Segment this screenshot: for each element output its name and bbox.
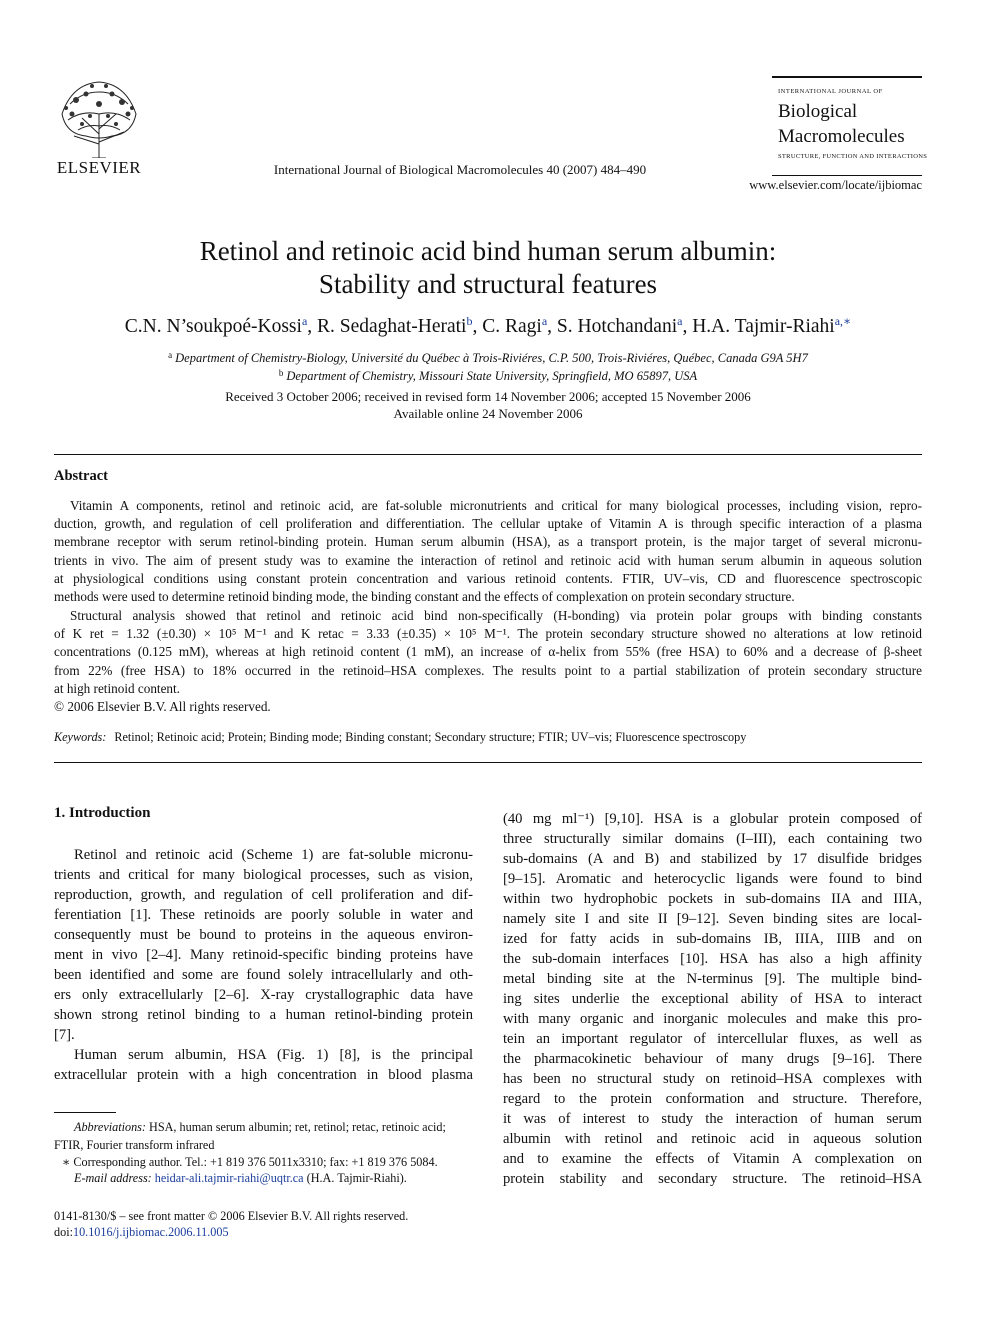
body-line: it was of interest to study the interaction of human serum: [503, 1111, 922, 1127]
body-line: Human serum albumin, HSA (Fig. 1) [8], is the principal: [74, 1047, 473, 1063]
abstract-line: of K ret = 1.32 (±0.30) × 10⁵ M⁻¹ and K retac = 3.33 (±0.35) × 10⁵ M⁻¹. The protein secondary structure showed no alterations at low retinoid: [54, 626, 922, 641]
body-line: consequently must be bound to proteins in the aqueous environ-: [54, 927, 473, 943]
abstract-line: Structural analysis showed that retinol and retinoic acid bind non-specifically (H-bonding) via protein polar groups with binding constants: [70, 608, 922, 623]
email-label: E-mail address:: [74, 1171, 152, 1185]
body-line: (40 mg ml⁻¹) [9,10]. HSA is a globular protein composed of: [503, 811, 922, 827]
abstract-line: membrane receptor with serum retinol-binding protein. Human serum albumin (HSA), as a transport protein, is the major target of several micronu-: [54, 534, 922, 549]
body-line: with many organic and inorganic molecules and make this pro-: [503, 1011, 922, 1027]
email-link[interactable]: heidar-ali.tajmir-riahi@uqtr.ca: [154, 1171, 304, 1185]
journal-masthead-small: INTERNATIONAL JOURNAL OF: [778, 88, 883, 95]
article-title-line-1: Retinol and retinoic acid bind human serum albumin:: [199, 236, 777, 266]
copyright-line: © 2006 Elsevier B.V. All rights reserved.: [54, 699, 271, 714]
body-line: ferentiation [1]. These retinoids are poorly soluble in water and: [54, 907, 473, 923]
doi-link[interactable]: 10.1016/j.ijbiomac.2006.11.005: [72, 1225, 229, 1239]
abbreviations-label: Abbreviations:: [74, 1120, 146, 1134]
body-line: [9–15]. Aromatic and heterocyclic ligands were found to bind: [503, 871, 922, 887]
body-line: extracellular protein with a high concentration in blood plasma: [54, 1067, 473, 1083]
body-line: ment in vivo [2–4]. Many retinoid-specific binding proteins have: [54, 947, 473, 963]
body-line: the pharmacokinetic behaviour of many drugs [9–16]. There: [503, 1051, 922, 1067]
body-line: Retinol and retinoic acid (Scheme 1) are fat-soluble micronu-: [74, 847, 473, 863]
body-line: ing sites underlie the exceptional ability of HSA to interact: [503, 991, 922, 1007]
keywords-text: Retinol; Retinoic acid; Protein; Binding mode; Binding constant; Secondary structure; FTIR; UV–vis; Fluorescence spectroscopy: [114, 730, 747, 744]
affiliation-mark: a: [168, 350, 173, 360]
article-title-line-2: Stability and structural features: [318, 269, 658, 299]
footnote-divider: [54, 1112, 116, 1113]
body-line: tein an important regulator of intercellular fluxes, as well as: [503, 1031, 922, 1047]
corresponding-author-footnote: [54, 1154, 473, 1170]
author-name: S. Hotchandani: [556, 316, 678, 337]
publisher-name: ELSEVIER: [56, 158, 142, 177]
abbreviations-footnote-cont: FTIR, Fourier transform infrared: [54, 1138, 215, 1152]
body-line: three structurally similar domains (I–III), each containing two: [503, 831, 922, 847]
divider: [54, 762, 922, 763]
issn-line: 0141-8130/$ – see front matter © 2006 Elsevier B.V. All rights reserved.: [54, 1209, 409, 1223]
body-line: and to examine the effects of Vitamin A complexation on: [503, 1151, 922, 1167]
body-line: metal binding site at the N-terminus [9]. The multiple bind-: [503, 971, 922, 987]
abbreviations-footnote: [54, 1119, 473, 1135]
abstract-line: from 22% (free HSA) to 18% occurred in the retinoid–HSA complexes. The results point to a partial stabilization of protein secondary structure: [54, 663, 922, 678]
journal-masthead-subtitle: STRUCTURE, FUNCTION AND INTERACTIONS: [778, 153, 928, 160]
affiliation-a: [40, 350, 936, 366]
body-line: protein stability and secondary structure. The retinoid–HSA: [503, 1171, 922, 1187]
author-name: C. Ragi: [482, 316, 542, 337]
footnote-mark: ∗: [62, 1155, 71, 1169]
journal-url-link[interactable]: www.elsevier.com/locate/ijbiomac: [749, 178, 922, 192]
abstract-line: duction, growth, and regulation of cell proliferation and differentiation. The cellular uptake of Vitamin A is through specific interaction of a plasma: [54, 516, 922, 531]
abbreviations-text: HSA, human serum albumin; ret, retinol; retac, retinoic acid;: [149, 1120, 446, 1134]
affiliation-mark: b: [278, 368, 284, 378]
section-heading: 1. Introduction: [54, 805, 151, 821]
body-line: been identified and some are found solely intracellularly and oth-: [54, 967, 473, 983]
abstract-line: concentrations (0.125 mM), whereas at high retinoid content (1 mM), an increase of α-helix from 55% (free HSA) to 60% and a decrease of β-sheet: [54, 644, 922, 659]
keywords-label: Keywords:: [54, 730, 107, 744]
body-line: the sub-domain interfaces [10]. HSA has also a high affinity: [503, 951, 922, 967]
body-line: sub-domains (A and B) and stabilized by 17 disulfide bridges: [503, 851, 922, 867]
author-affiliation-link[interactable]: a,∗: [834, 314, 852, 328]
doi-line: [54, 1225, 229, 1240]
body-line: reproduction, growth, and regulation of cell proliferation and dif-: [54, 887, 473, 903]
abstract-line: Vitamin A components, retinol and retinoic acid, are fat-soluble micronutrients and critical for many biological processes, including vision, repro-: [70, 498, 922, 513]
author-affiliation-link[interactable]: a: [301, 314, 308, 328]
body-line: regard to the protein conformation and structure. Therefore,: [503, 1091, 922, 1107]
abstract-line: at high retinoid content.: [54, 681, 180, 696]
email-owner: (H.A. Tajmir-Riahi).: [306, 1171, 407, 1185]
affiliation-b: [40, 368, 936, 384]
author-name: C.N. N’soukpoé-Kossi: [124, 316, 302, 337]
journal-citation: International Journal of Biological Macromolecules 40 (2007) 484–490: [273, 162, 647, 177]
body-line: ized for fatty acids in sub-domains IB, IIIA, IIIB and on: [503, 931, 922, 947]
article-history: Received 3 October 2006; received in revised form 14 November 2006; accepted 15 November 2006: [225, 389, 751, 404]
body-line: within two hydrophobic pockets in sub-domains IIA and IIIA,: [503, 891, 922, 907]
abstract-line: trients in vivo. The aim of present study was to examine the interaction of retinol and retinoic acid with human serum albumin in aqueous solution: [54, 553, 922, 568]
author-name: R. Sedaghat-Herati: [317, 316, 467, 337]
email-footnote: [54, 1170, 473, 1186]
body-line: shown strong retinol binding to a human retinol-binding protein: [54, 1007, 473, 1023]
author-affiliation-link[interactable]: a: [541, 314, 548, 328]
keywords: [54, 730, 922, 745]
author-list: C.N. N’soukpoé-Kossi$^a$, R. Sedaghat-Herati$^b$, C. Ragi$^a$, S. Hotchandani$^a$, H.A. Tajmir-Riahi$^{a,∗}$: [124, 314, 852, 337]
abstract-heading: Abstract: [54, 468, 108, 484]
affiliation-text: Department of Chemistry-Biology, Université du Québec à Trois-Riviéres, C.P. 500, Trois-Riviéres, Québec, Canada G9A 5H7: [175, 351, 808, 365]
abstract-line: methods were used to determine retinoid binding mode, the binding constant and the effects of complexation on protein secondary structure.: [54, 589, 795, 604]
body-line: [7].: [54, 1027, 75, 1043]
doi-label: doi:: [54, 1225, 73, 1239]
body-line: has been no structural study on retinoid–HSA complexes with: [503, 1071, 922, 1087]
journal-name-line-2: Macromolecules: [778, 126, 905, 147]
online-date: Available online 24 November 2006: [393, 406, 583, 421]
body-line: albumin with retinol and retinoic acid in aqueous solution: [503, 1131, 922, 1147]
journal-name-line-1: Biological: [778, 101, 858, 122]
body-line: ers only extracellularly [2–6]. X-ray crystallographic data have: [54, 987, 473, 1003]
author-name: H.A. Tajmir-Riahi: [692, 316, 835, 337]
affiliation-text: Department of Chemistry, Missouri State University, Springfield, MO 65897, USA: [286, 369, 698, 383]
body-line: namely site I and site II [9–12]. Seven binding sites are local-: [503, 911, 922, 927]
body-line: trients and critical for many biological processes, such as vision,: [54, 867, 473, 883]
corresponding-author-text: Corresponding author. Tel.: +1 819 376 5011x3310; fax: +1 819 376 5084.: [73, 1155, 438, 1169]
divider: [54, 454, 922, 455]
author-affiliation-link[interactable]: a: [677, 314, 683, 328]
abstract-line: at physiological conditions using constant protein concentration and various retinoid contents. FTIR, UV–vis, CD and fluorescence spectroscopic: [54, 571, 922, 586]
author-affiliation-link[interactable]: b: [466, 314, 473, 328]
